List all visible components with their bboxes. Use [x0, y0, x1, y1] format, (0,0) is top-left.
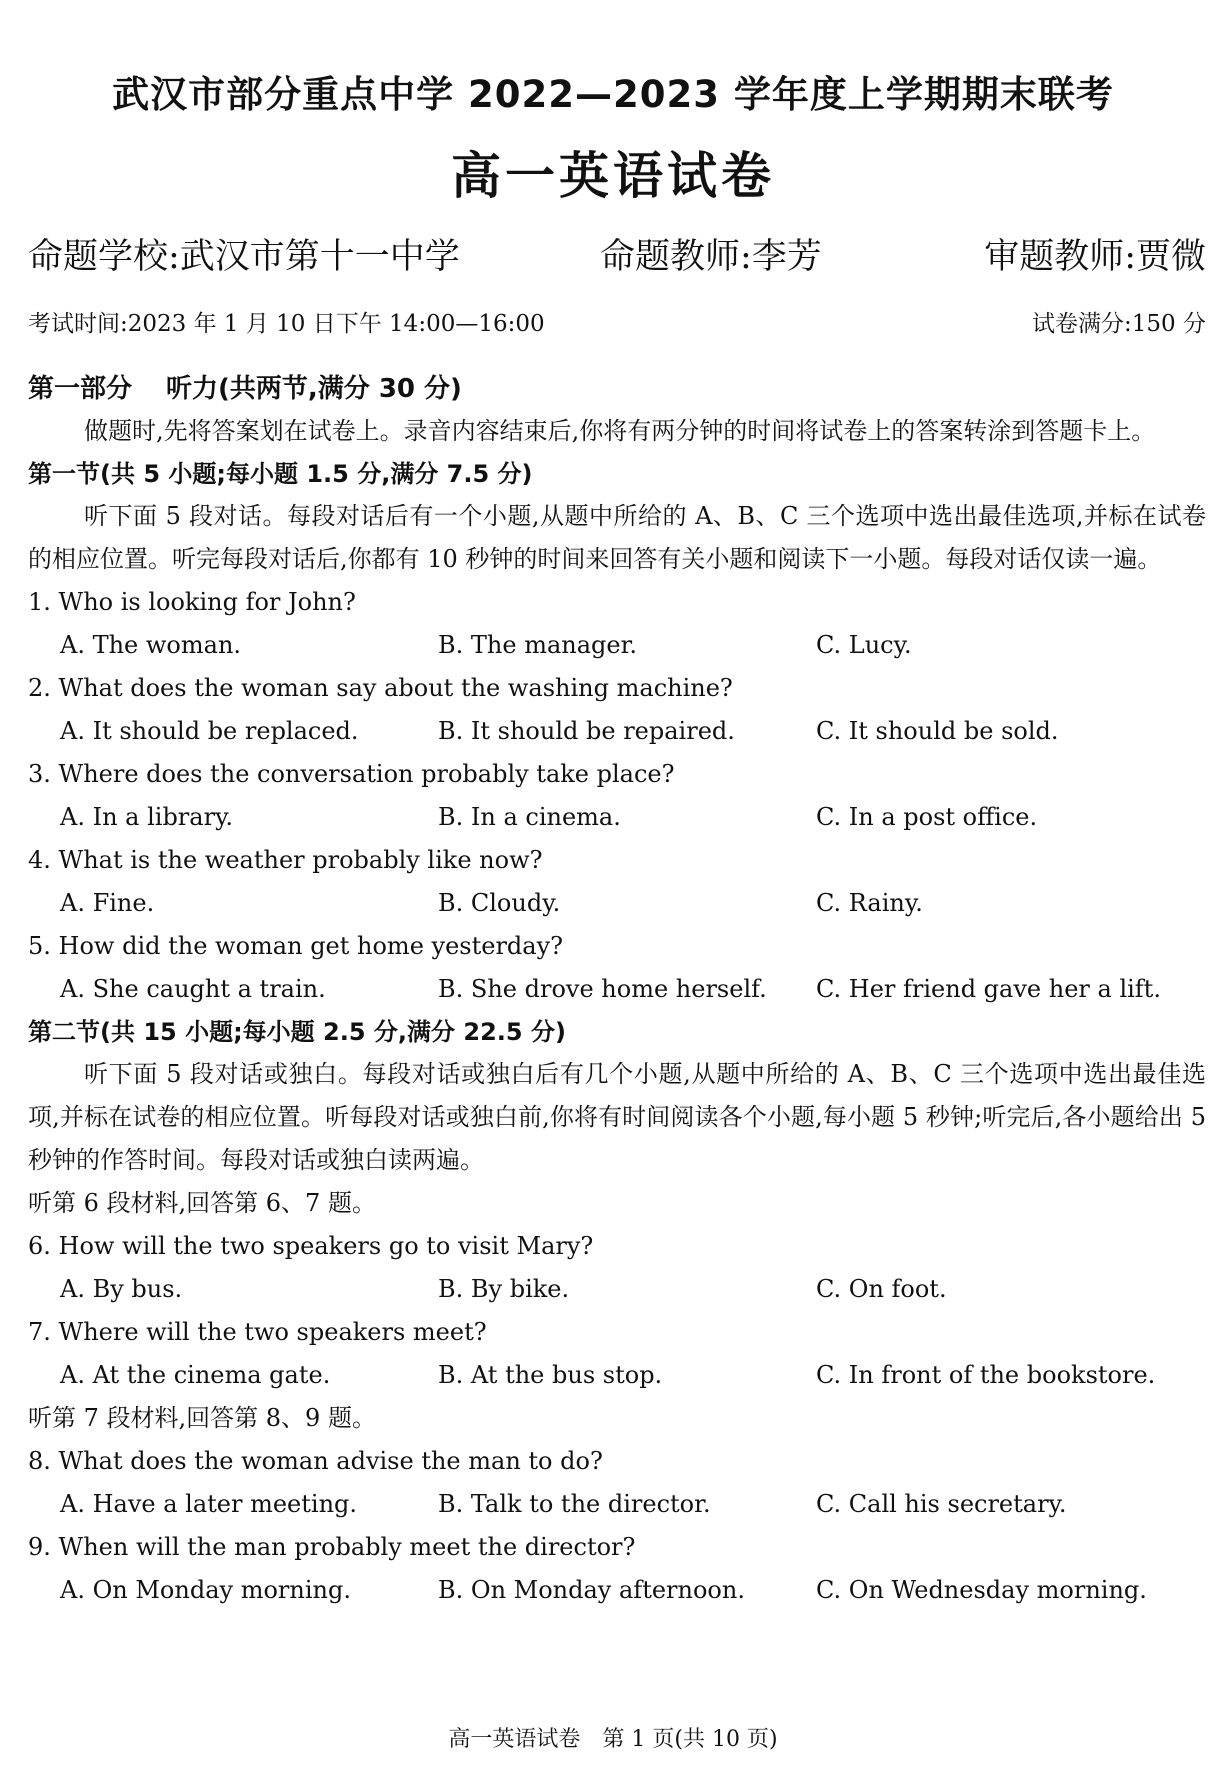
- option-a: A. At the cinema gate.: [60, 1361, 331, 1389]
- option-b: B. Talk to the director.: [438, 1490, 711, 1518]
- section1-heading: 第一节(共 5 小题;每小题 1.5 分,满分 7.5 分): [28, 460, 533, 488]
- section2-instruction: 听下面 5 段对话或独白。每段对话或独白后有几个小题,从题中所给的 A、B、C 三个选项中选出最佳选项,并标在试卷的相应位置。听每段对话或独白前,你将有时间阅读各个小题,每小题 5 秒钟;听完后,各小题给出 5 秒钟的作答时间。每段对话或独白读两遍。: [28, 1060, 1206, 1174]
- option-b: B. On Monday afternoon.: [438, 1576, 745, 1604]
- question-6-options: [28, 1268, 1206, 1311]
- question-7-options: [28, 1354, 1206, 1397]
- option-c: C. On foot.: [816, 1275, 947, 1303]
- setter-teacher: 命题教师:李芳: [600, 237, 822, 277]
- question-3-options: [28, 796, 1206, 839]
- reviewer-teacher: 审题教师:贾微: [984, 237, 1206, 277]
- option-c: C. Lucy.: [816, 631, 912, 659]
- part-label: 第一部分: [28, 374, 133, 404]
- option-b: B. She drove home herself.: [438, 975, 767, 1003]
- question-4: 4. What is the weather probably like now?: [28, 846, 543, 874]
- question-5: 5. How did the woman get home yesterday?: [28, 932, 564, 960]
- option-b: B. At the bus stop.: [438, 1361, 663, 1389]
- option-c: C. In front of the bookstore.: [816, 1361, 1156, 1389]
- option-a: A. Fine.: [60, 889, 155, 917]
- option-a: A. The woman.: [60, 631, 242, 659]
- part-title: 听力(共两节,满分 30 分): [166, 374, 462, 404]
- option-c: C. On Wednesday morning.: [816, 1576, 1147, 1604]
- option-c: C. In a post office.: [816, 803, 1038, 831]
- question-2: 2. What does the woman say about the washing machine?: [28, 674, 733, 702]
- question-4-options: [28, 882, 1206, 925]
- option-b: B. In a cinema.: [438, 803, 621, 831]
- question-8: 8. What does the woman advise the man to do?: [28, 1447, 603, 1475]
- option-a: A. She caught a train.: [60, 975, 326, 1003]
- option-b: B. The manager.: [438, 631, 638, 659]
- question-6: 6. How will the two speakers go to visit Mary?: [28, 1232, 594, 1260]
- question-2-options: [28, 710, 1206, 753]
- material-6-note: 听第 6 段材料,回答第 6、7 题。: [28, 1189, 376, 1217]
- setter-school: 命题学校:武汉市第十一中学: [28, 237, 460, 277]
- exam-title: 武汉市部分重点中学 2022—2023 学年度上学期期末联考: [112, 73, 1114, 116]
- section2-heading: 第二节(共 15 小题;每小题 2.5 分,满分 22.5 分): [28, 1018, 566, 1046]
- option-a: A. It should be replaced.: [60, 717, 359, 745]
- exam-time: 考试时间:2023 年 1 月 10 日下午 14:00—16:00: [28, 311, 545, 337]
- option-a: A. On Monday morning.: [60, 1576, 351, 1604]
- page-footer: 高一英语试卷 第 1 页(共 10 页): [448, 1727, 778, 1752]
- option-c: C. Call his secretary.: [816, 1490, 1067, 1518]
- question-1-options: [28, 624, 1206, 667]
- option-c: C. Rainy.: [816, 889, 923, 917]
- exam-content: [28, 368, 1206, 1612]
- option-c: C. It should be sold.: [816, 717, 1059, 745]
- part-instruction: 做题时,先将答案划在试卷上。录音内容结束后,你将有两分钟的时间将试卷上的答案转涂到答题卡上。: [84, 417, 1156, 445]
- option-c: C. Her friend gave her a lift.: [816, 975, 1161, 1003]
- question-5-options: [28, 968, 1206, 1011]
- option-b: B. By bike.: [438, 1275, 570, 1303]
- question-7: 7. Where will the two speakers meet?: [28, 1318, 487, 1346]
- question-1: 1. Who is looking for John?: [28, 588, 356, 616]
- option-b: B. It should be repaired.: [438, 717, 735, 745]
- option-b: B. Cloudy.: [438, 889, 561, 917]
- question-8-options: [28, 1483, 1206, 1526]
- option-a: A. Have a later meeting.: [60, 1490, 358, 1518]
- full-score: 试卷满分:150 分: [1032, 311, 1206, 337]
- option-a: A. In a library.: [60, 803, 234, 831]
- exam-subtitle: 高一英语试卷: [451, 147, 775, 205]
- option-a: A. By bus.: [60, 1275, 183, 1303]
- question-3: 3. Where does the conversation probably take place?: [28, 760, 675, 788]
- material-7-note: 听第 7 段材料,回答第 8、9 题。: [28, 1404, 376, 1432]
- question-9-options: [28, 1569, 1206, 1612]
- part-heading: [28, 368, 1206, 410]
- section1-instruction: 听下面 5 段对话。每段对话后有一个小题,从题中所给的 A、B、C 三个选项中选出最佳选项,并标在试卷的相应位置。听完每段对话后,你都有 10 秒钟的时间来回答有关小题和阅读下一小题。每段对话仅读一遍。: [28, 502, 1206, 573]
- question-9: 9. When will the man probably meet the director?: [28, 1533, 636, 1561]
